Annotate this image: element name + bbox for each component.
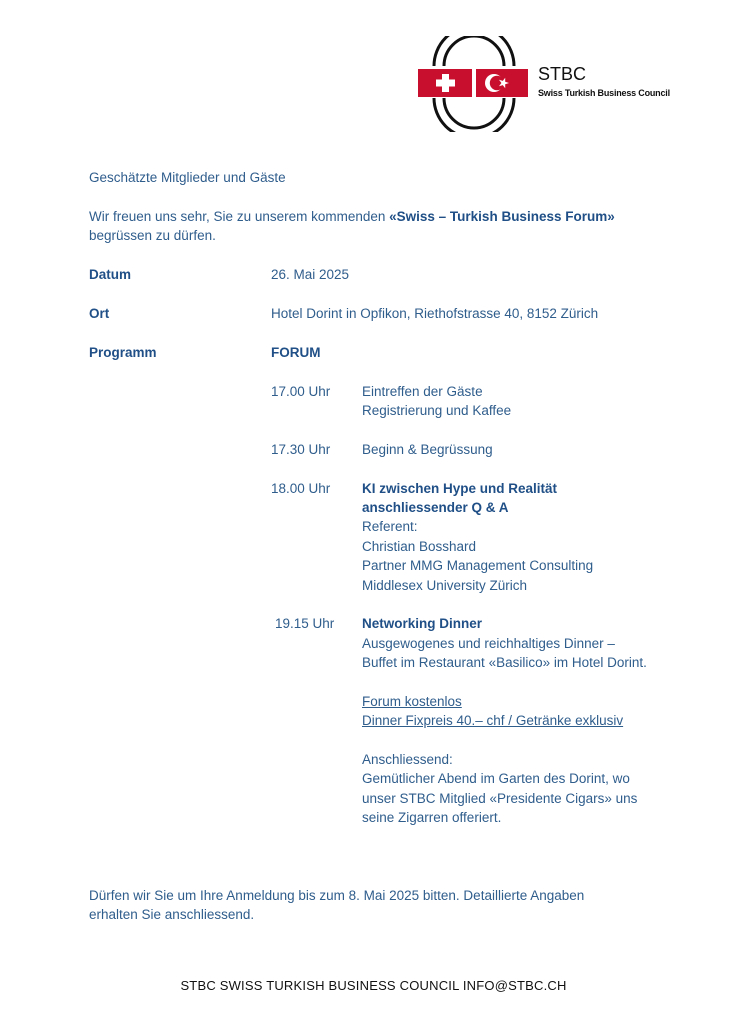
talk-subtitle: anschliessender Q & A bbox=[362, 500, 509, 515]
speaker-role: Partner MMG Management Consulting bbox=[362, 558, 594, 573]
schedule-time: 17.00 Uhr bbox=[271, 384, 331, 399]
datum-label: Datum bbox=[89, 267, 132, 282]
schedule-line: Buffet im Restaurant «Basilico» im Hotel Dorint. bbox=[362, 655, 647, 670]
forum-price: Forum kostenlos bbox=[362, 694, 462, 709]
event-name: «Swiss – Turkish Business Forum» bbox=[389, 209, 615, 224]
intro-text: Wir freuen uns sehr, Sie zu unserem kommenden bbox=[89, 209, 390, 224]
schedule-line: Eintreffen der Gäste bbox=[362, 384, 483, 399]
intro-line-1 bbox=[89, 207, 615, 227]
speaker-affiliation: Middlesex University Zürich bbox=[362, 578, 528, 593]
schedule-time: 19.15 Uhr bbox=[275, 616, 335, 631]
logo-title: STBC bbox=[538, 64, 587, 84]
schedule-line: unser STBC Mitglied «Presidente Cigars» uns bbox=[362, 791, 638, 806]
schedule-time: 17.30 Uhr bbox=[271, 442, 331, 457]
schedule-line: Referent: bbox=[362, 519, 418, 534]
footer: STBC SWISS TURKISH BUSINESS COUNCIL INFO@STBC.CH bbox=[180, 978, 567, 993]
programm-label: Programm bbox=[89, 345, 157, 360]
schedule-line: Beginn & Begrüssung bbox=[362, 442, 493, 457]
schedule-line: Registrierung und Kaffee bbox=[362, 403, 512, 418]
greeting: Geschätzte Mitglieder und Gäste bbox=[89, 170, 286, 185]
talk-title: KI zwischen Hype und Realität bbox=[362, 481, 558, 496]
dinner-price: Dinner Fixpreis 40.– chf / Getränke exklusiv bbox=[362, 713, 624, 728]
stbc-logo-mark-icon bbox=[416, 36, 536, 132]
schedule-line: seine Zigarren offeriert. bbox=[362, 810, 502, 825]
logo-subtitle: Swiss Turkish Business Council bbox=[538, 88, 670, 98]
closing-line-2: erhalten Sie anschliessend. bbox=[89, 907, 255, 922]
programm-value: FORUM bbox=[271, 345, 321, 360]
stbc-logo bbox=[416, 36, 686, 132]
schedule-time: 18.00 Uhr bbox=[271, 481, 331, 496]
ort-value: Hotel Dorint in Opfikon, Riethofstrasse 40, 8152 Zürich bbox=[271, 306, 599, 321]
datum-value: 26. Mai 2025 bbox=[271, 267, 350, 282]
schedule-line: Ausgewogenes und reichhaltiges Dinner – bbox=[362, 636, 615, 651]
speaker-name: Christian Bosshard bbox=[362, 539, 477, 554]
intro-line-2: begrüssen zu dürfen. bbox=[89, 228, 216, 243]
closing-line-1: Dürfen wir Sie um Ihre Anmeldung bis zum 8. Mai 2025 bitten. Detaillierte Angaben bbox=[89, 888, 585, 903]
schedule-line: Anschliessend: bbox=[362, 752, 453, 767]
ort-label: Ort bbox=[89, 306, 110, 321]
schedule-line: Gemütlicher Abend im Garten des Dorint, wo bbox=[362, 771, 630, 786]
dinner-title: Networking Dinner bbox=[362, 616, 483, 631]
